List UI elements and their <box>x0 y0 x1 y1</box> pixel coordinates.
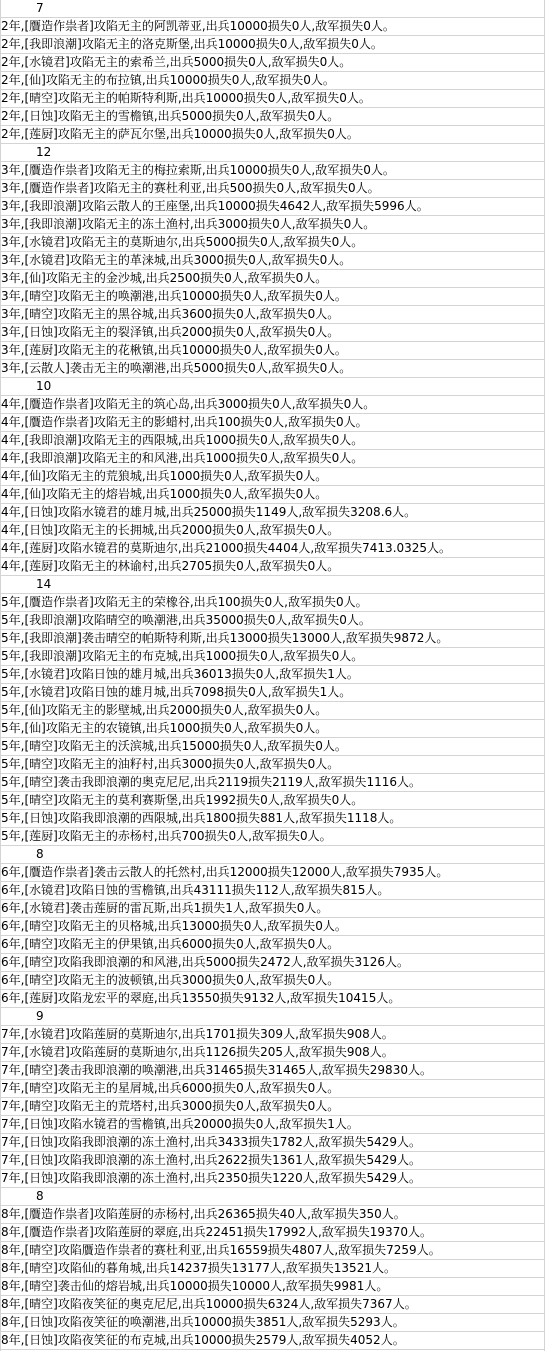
record-cell[interactable]: 7年,[日蚀]攻陷我即浪潮的冻土渔村,出兵2350损失1220人,敌军损失5429人。 <box>0 1170 545 1188</box>
record-cell[interactable]: 2年,[我即浪潮]攻陷无主的洛克斯堡,出兵10000损失0人,敌军损失0人。 <box>0 36 545 54</box>
record-cell[interactable]: 7年,[晴空]攻陷无主的星屑城,出兵6000损失0人,敌军损失0人。 <box>0 1080 545 1098</box>
record-cell[interactable]: 8年,[日蚀]攻陷夜笑征的唤潮港,出兵10000损失3851人,敌军损失5293人。 <box>0 1314 545 1332</box>
record-cell[interactable]: 3年,[水镜君]攻陷无主的莫斯迪尔,出兵5000损失0人,敌军损失0人。 <box>0 234 545 252</box>
record-cell[interactable]: 4年,[仙]攻陷无主的荒狼城,出兵1000损失0人,敌军损失0人。 <box>0 468 545 486</box>
record-cell[interactable]: 7年,[水镜君]攻陷莲厨的莫斯迪尔,出兵1701损失309人,敌军损失908人。 <box>0 1026 545 1044</box>
record-cell[interactable]: 4年,[贋造作祟者]攻陷无主的筑心岛,出兵3000损失0人,敌军损失0人。 <box>0 396 545 414</box>
record-cell[interactable]: 5年,[晴空]袭击我即浪潮的奥克尼尼,出兵2119损失2119人,敌军损失1116人。 <box>0 774 545 792</box>
record-cell[interactable]: 2年,[贋造作祟者]攻陷无主的阿凯蒂亚,出兵10000损失0人,敌军损失0人。 <box>0 18 545 36</box>
record-cell[interactable]: 6年,[晴空]攻陷无主的伊果镇,出兵6000损失0人,敌军损失0人。 <box>0 936 545 954</box>
record-cell[interactable]: 4年,[我即浪潮]攻陷无主的西限城,出兵1000损失0人,敌军损失0人。 <box>0 432 545 450</box>
record-cell[interactable]: 8年,[晴空]攻陷夜笑征的奥克尼尼,出兵10000损失6324人,敌军损失7367人。 <box>0 1296 545 1314</box>
count-cell[interactable]: 8 <box>0 846 545 864</box>
record-cell[interactable]: 7年,[日蚀]攻陷我即浪潮的冻土渔村,出兵3433损失1782人,敌军损失5429人。 <box>0 1134 545 1152</box>
record-cell[interactable]: 6年,[贋造作祟者]袭击云散人的托然村,出兵12000损失12000人,敌军损失7935人。 <box>0 864 545 882</box>
count-cell[interactable]: 7 <box>0 0 545 18</box>
record-cell[interactable]: 5年,[晴空]攻陷无主的沃滨城,出兵15000损失0人,敌军损失0人。 <box>0 738 545 756</box>
record-cell[interactable]: 2年,[晴空]攻陷无主的帕斯特利斯,出兵10000损失0人,敌军损失0人。 <box>0 90 545 108</box>
record-cell[interactable]: 3年,[我即浪潮]攻陷云散人的王座堡,出兵10000损失4642人,敌军损失5996人。 <box>0 198 545 216</box>
record-cell[interactable]: 4年,[贋造作祟者]攻陷无主的影蜡村,出兵100损失0人,敌军损失0人。 <box>0 414 545 432</box>
record-cell[interactable]: 6年,[水镜君]攻陷日蚀的雪檐镇,出兵43111损失112人,敌军损失815人。 <box>0 882 545 900</box>
record-cell[interactable]: 3年,[晴空]攻陷无主的唤潮港,出兵10000损失0人,敌军损失0人。 <box>0 288 545 306</box>
record-cell[interactable]: 3年,[云散人]袭击无主的唤潮港,出兵5000损失0人,敌军损失0人。 <box>0 360 545 378</box>
record-cell[interactable]: 4年,[莲厨]攻陷无主的林谕村,出兵2705损失0人,敌军损失0人。 <box>0 558 545 576</box>
record-cell[interactable]: 4年,[仙]攻陷无主的熔岩城,出兵1000损失0人,敌军损失0人。 <box>0 486 545 504</box>
record-cell[interactable]: 5年,[水镜君]攻陷日蚀的雄月城,出兵7098损失0人,敌军损失1人。 <box>0 684 545 702</box>
count-cell[interactable]: 10 <box>0 378 545 396</box>
record-cell[interactable]: 5年,[晴空]攻陷无主的莫利赛斯堡,出兵1992损失0人,敌军损失0人。 <box>0 792 545 810</box>
record-cell[interactable]: 6年,[莲厨]攻陷龙宏平的翠庭,出兵13550损失9132人,敌军损失10415人。 <box>0 990 545 1008</box>
record-cell[interactable]: 7年,[晴空]攻陷无主的荒塔村,出兵3000损失0人,敌军损失0人。 <box>0 1098 545 1116</box>
record-cell[interactable]: 2年,[日蚀]攻陷无主的雪檐镇,出兵5000损失0人,敌军损失0人。 <box>0 108 545 126</box>
record-cell[interactable]: 3年,[晴空]攻陷无主的黑谷城,出兵3600损失0人,敌军损失0人。 <box>0 306 545 324</box>
record-cell[interactable]: 3年,[日蚀]攻陷无主的裂泽镇,出兵2000损失0人,敌军损失0人。 <box>0 324 545 342</box>
record-cell[interactable]: 7年,[晴空]袭击我即浪潮的唤潮港,出兵31465损失31465人,敌军损失29830人。 <box>0 1062 545 1080</box>
record-cell[interactable]: 7年,[日蚀]攻陷水镜君的雪檐镇,出兵20000损失0人,敌军损失1人。 <box>0 1116 545 1134</box>
record-cell[interactable]: 2年,[仙]攻陷无主的布拉镇,出兵10000损失0人,敌军损失0人。 <box>0 72 545 90</box>
record-cell[interactable]: 6年,[水镜君]袭击莲厨的雷瓦斯,出兵1损失1人,敌军损失0人。 <box>0 900 545 918</box>
record-cell[interactable]: 5年,[仙]攻陷无主的影壁城,出兵2000损失0人,敌军损失0人。 <box>0 702 545 720</box>
record-cell[interactable]: 3年,[贋造作祟者]攻陷无主的赛杜利亚,出兵500损失0人,敌军损失0人。 <box>0 180 545 198</box>
count-cell[interactable]: 14 <box>0 576 545 594</box>
record-cell[interactable]: 6年,[晴空]攻陷无主的贝格城,出兵13000损失0人,敌军损失0人。 <box>0 918 545 936</box>
record-cell[interactable]: 7年,[水镜君]攻陷莲厨的莫斯迪尔,出兵1126损失205人,敌军损失908人。 <box>0 1044 545 1062</box>
record-cell[interactable]: 2年,[莲厨]攻陷无主的萨瓦尔堡,出兵10000损失0人,敌军损失0人。 <box>0 126 545 144</box>
record-cell[interactable]: 3年,[我即浪潮]攻陷无主的冻土渔村,出兵3000损失0人,敌军损失0人。 <box>0 216 545 234</box>
record-cell[interactable]: 2年,[水镜君]攻陷无主的索希兰,出兵5000损失0人,敌军损失0人。 <box>0 54 545 72</box>
record-cell[interactable]: 8年,[贋造作祟者]攻陷莲厨的赤杨村,出兵26365损失40人,敌军损失350人。 <box>0 1206 545 1224</box>
record-cell[interactable]: 8年,[晴空]攻陷仙的暮角城,出兵14237损失13177人,敌军损失13521人。 <box>0 1260 545 1278</box>
record-cell[interactable]: 4年,[日蚀]攻陷水镜君的雄月城,出兵25000损失1149人,敌军损失3208.6人。 <box>0 504 545 522</box>
record-cell[interactable]: 8年,[晴空]袭击仙的熔岩城,出兵10000损失10000人,敌军损失9981人。 <box>0 1278 545 1296</box>
record-cell[interactable]: 5年,[我即浪潮]攻陷无主的布克城,出兵1000损失0人,敌军损失0人。 <box>0 648 545 666</box>
record-cell[interactable]: 3年,[贋造作祟者]攻陷无主的梅拉索斯,出兵10000损失0人,敌军损失0人。 <box>0 162 545 180</box>
record-cell[interactable]: 4年,[莲厨]攻陷水镜君的莫斯迪尔,出兵21000损失4404人,敌军损失7413.0325人。 <box>0 540 545 558</box>
record-cell[interactable]: 3年,[水镜君]攻陷无主的革涞城,出兵3000损失0人,敌军损失0人。 <box>0 252 545 270</box>
record-cell[interactable]: 5年,[日蚀]攻陷我即浪潮的西限城,出兵1800损失881人,敌军损失1118人。 <box>0 810 545 828</box>
record-cell[interactable]: 6年,[晴空]攻陷我即浪潮的和风港,出兵5000损失2472人,敌军损失3126人。 <box>0 954 545 972</box>
record-cell[interactable]: 4年,[我即浪潮]攻陷无主的和风港,出兵1000损失0人,敌军损失0人。 <box>0 450 545 468</box>
record-cell[interactable]: 5年,[水镜君]攻陷日蚀的雄月城,出兵36013损失0人,敌军损失1人。 <box>0 666 545 684</box>
record-cell[interactable]: 3年,[莲厨]攻陷无主的花楸镇,出兵10000损失0人,敌军损失0人。 <box>0 342 545 360</box>
record-cell[interactable]: 5年,[我即浪潮]袭击晴空的帕斯特利斯,出兵13000损失13000人,敌军损失9872人。 <box>0 630 545 648</box>
record-cell[interactable]: 5年,[仙]攻陷无主的农镜镇,出兵1000损失0人,敌军损失0人。 <box>0 720 545 738</box>
record-cell[interactable]: 5年,[莲厨]攻陷无主的赤杨村,出兵700损失0人,敌军损失0人。 <box>0 828 545 846</box>
record-cell[interactable]: 5年,[我即浪潮]攻陷晴空的唤潮港,出兵35000损失0人,敌军损失0人。 <box>0 612 545 630</box>
record-cell[interactable]: 3年,[仙]攻陷无主的金沙城,出兵2500损失0人,敌军损失0人。 <box>0 270 545 288</box>
count-cell[interactable]: 8 <box>0 1188 545 1206</box>
record-cell[interactable]: 6年,[晴空]攻陷无主的波顿镇,出兵3000损失0人,敌军损失0人。 <box>0 972 545 990</box>
count-cell[interactable]: 9 <box>0 1008 545 1026</box>
record-cell[interactable]: 5年,[晴空]攻陷无主的油籽村,出兵3000损失0人,敌军损失0人。 <box>0 756 545 774</box>
record-cell[interactable]: 5年,[贋造作祟者]攻陷无主的荣橡谷,出兵100损失0人,敌军损失0人。 <box>0 594 545 612</box>
count-cell[interactable]: 12 <box>0 144 545 162</box>
record-cell[interactable]: 4年,[日蚀]攻陷无主的长拥城,出兵2000损失0人,敌军损失0人。 <box>0 522 545 540</box>
record-cell[interactable]: 8年,[贋造作祟者]攻陷莲厨的翠庭,出兵22451损失17992人,敌军损失19370人。 <box>0 1224 545 1242</box>
record-cell[interactable]: 7年,[日蚀]攻陷我即浪潮的冻土渔村,出兵2622损失1361人,敌军损失5429人。 <box>0 1152 545 1170</box>
record-cell[interactable]: 8年,[晴空]攻陷贋造作祟者的赛杜利亚,出兵16559损失4807人,敌军损失7259人。 <box>0 1242 545 1260</box>
record-cell[interactable]: 8年,[日蚀]攻陷夜笑征的布克城,出兵10000损失2579人,敌军损失4052人。 <box>0 1332 545 1350</box>
